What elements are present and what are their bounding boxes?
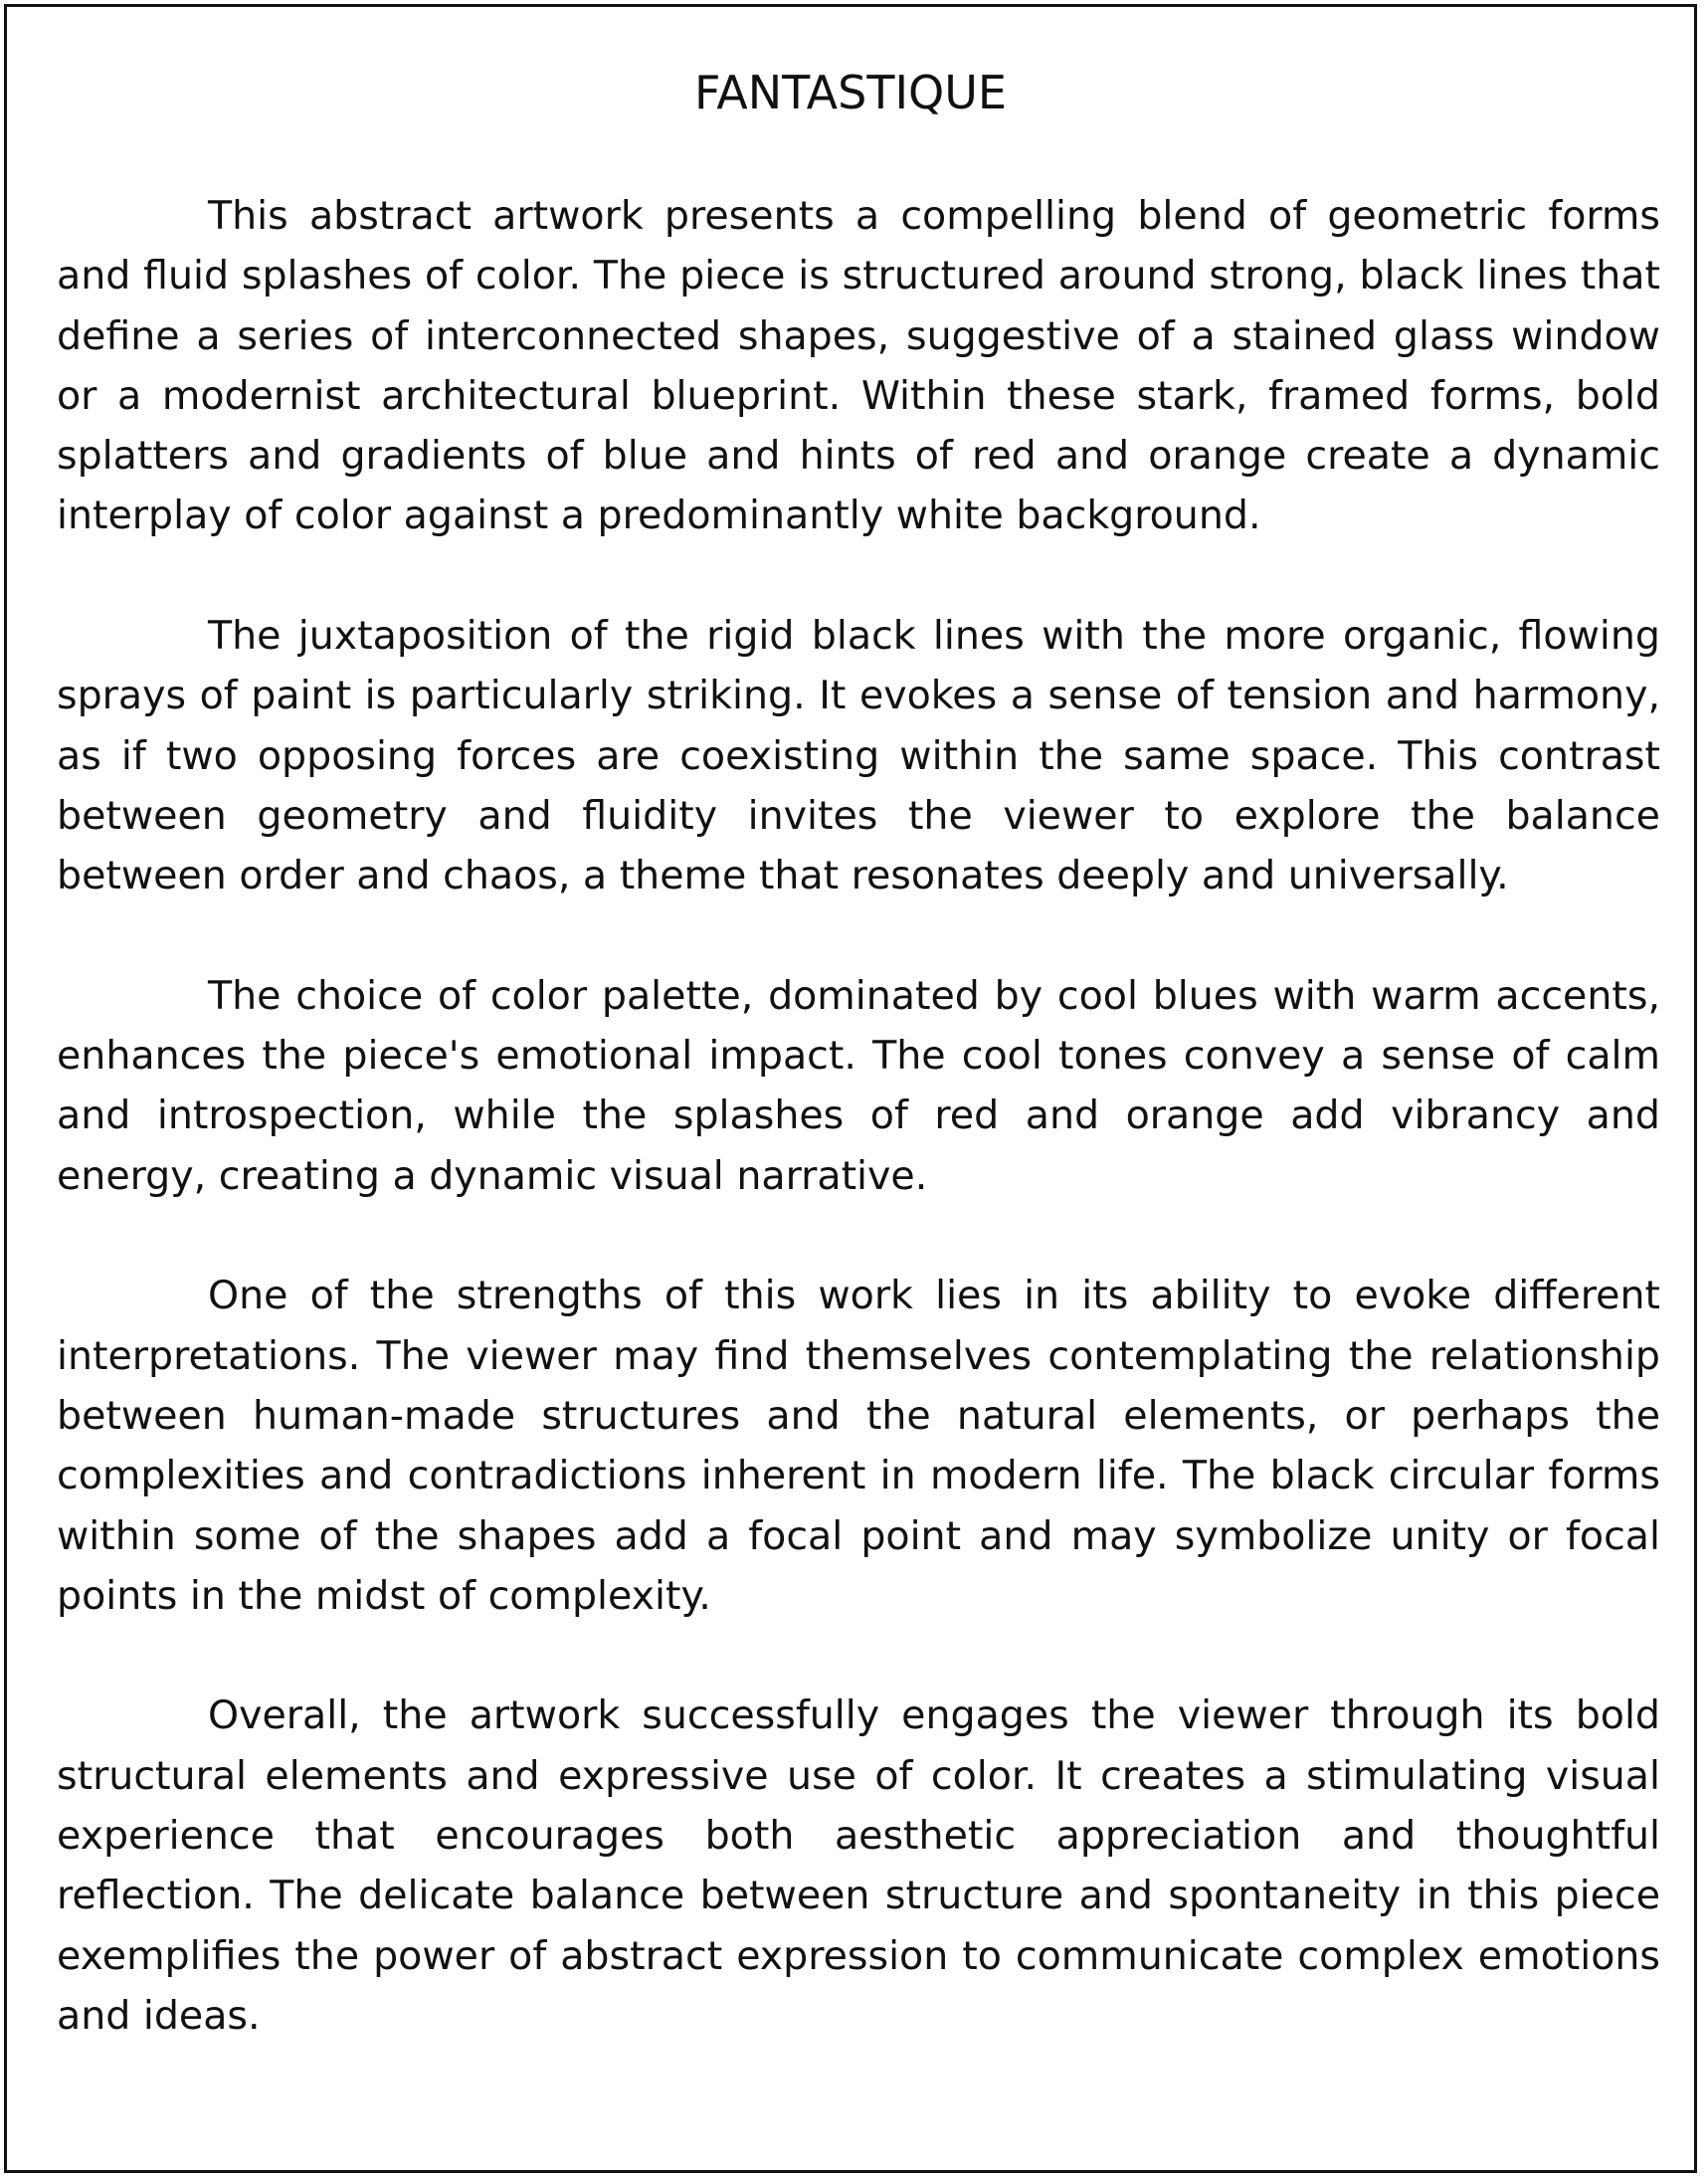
paragraph-5: Overall, the artwork successfully engages the viewer through its bold structural elements and expressive use of color. It creates a stimulating visual experience that encourages both aesthetic appreciation and thoughtful reflection. The delicate balance between structure and spontaneity in this piece exemplifies the power of abstract expression to communicate complex emotions and ideas. — [57, 1692, 1660, 2039]
document-body — [57, 186, 1660, 2106]
paragraph-3: The choice of color palette, dominated by cool blues with warm accents, enhances the piece's emotional impact. The cool tones convey a sense of calm and introspection, while the splashes of red and orange add vibrancy and energy, creating a dynamic visual narrative. — [57, 972, 1660, 1199]
paragraph-4: One of the strengths of this work lies in its ability to evoke different interpretations. The viewer may find themselves contemplating the relationship between human-made structures and the natural elements, or perhaps the complexities and contradictions inherent in modern life. The black circular forms within some of the shapes add a focal point and may symbolize unity or focal points in the midst of complexity. — [57, 1273, 1660, 1619]
page-frame — [4, 4, 1697, 2173]
paragraph-1: This abstract artwork presents a compelling blend of geometric forms and fluid splashes of color. The piece is structured around strong, black lines that define a series of interconnected shapes, suggestive of a stained glass window or a modernist architectural blueprint. Within these stark, framed forms, bold splatters and gradients of blue and hints of red and orange create a dynamic interplay of color against a predominantly white background. — [57, 193, 1660, 539]
document-title: FANTASTIQUE — [694, 66, 1007, 119]
paragraph-2: The juxtaposition of the rigid black lines with the more organic, flowing sprays of paint is particularly striking. It evokes a sense of tension and harmony, as if two opposing forces are coexisting within the same space. This contrast between geometry and fluidity invites the viewer to explore the balance between order and chaos, a theme that resonates deeply and universally. — [57, 613, 1660, 899]
